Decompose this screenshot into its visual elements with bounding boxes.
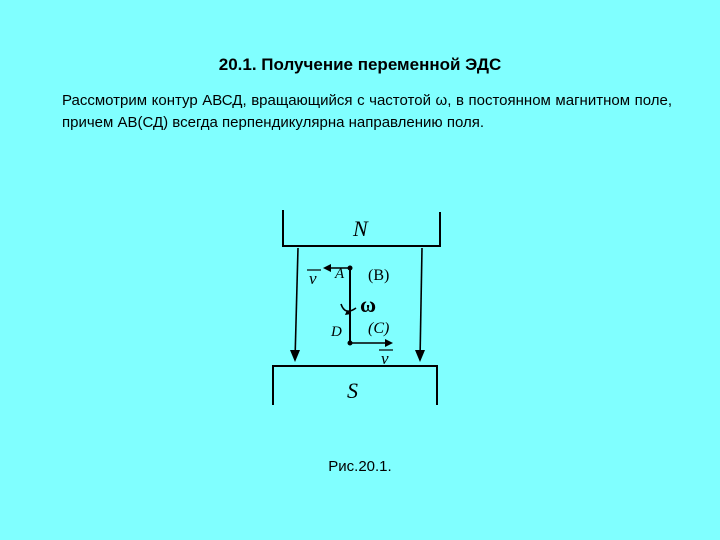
- intro-paragraph: Рассмотрим контур АВСД, вращающийся с частотой ω, в постоянном магнитном поле, причем АВ(СД) всегда перпендикулярна направлению поля.: [62, 92, 672, 131]
- north-pole-label: N: [353, 216, 368, 241]
- south-pole-label: S: [347, 378, 358, 403]
- point-a-label: A: [335, 266, 345, 282]
- point-d-label: D: [331, 324, 342, 340]
- figure-caption: Рис.20.1.: [328, 458, 392, 475]
- point-c-label: (C): [368, 320, 390, 337]
- rotation-arc: [341, 304, 356, 311]
- rotating-loop-diagram: [265, 200, 455, 410]
- field-arrow-left: [290, 350, 300, 362]
- velocity-label-top: v: [309, 269, 317, 288]
- field-line-right: [420, 248, 422, 360]
- field-arrow-right: [415, 350, 425, 362]
- field-line-left: [295, 248, 298, 360]
- page-title: 20.1. Получение переменной ЭДС: [218, 55, 502, 74]
- velocity-arrowhead-bottom: [385, 339, 393, 347]
- point-b-label: (B): [368, 267, 390, 284]
- velocity-arrowhead-top: [323, 264, 331, 272]
- omega-label: ω: [360, 292, 377, 317]
- velocity-label-bottom: v: [381, 349, 389, 368]
